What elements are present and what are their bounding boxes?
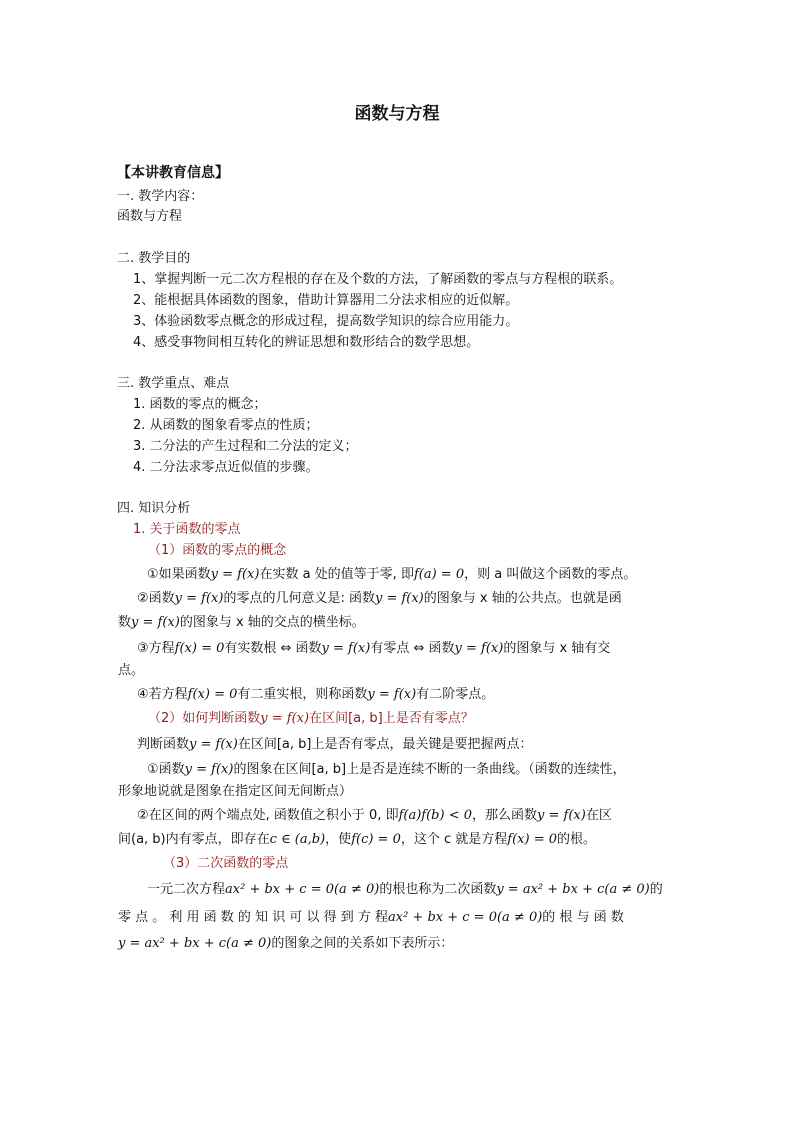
keypoint-item: 1. 函数的零点的概念； <box>133 397 267 412</box>
paragraph-line: ③方程f(x) = 0有实数根 ⇔ 函数y = f(x)有零点 ⇔ 函数y = f(x)的图象与 x 轴有交 <box>137 641 611 656</box>
paragraph-line: 一元二次方程ax² + bx + c = 0(a ≠ 0)的根也称为二次函数y = ax² + bx + c(a ≠ 0)的 <box>147 882 663 897</box>
paragraph-line: 数y = f(x)的图象与 x 轴的交点的横坐标。 <box>118 615 365 630</box>
math-formula: f(a)f(b) < 0 <box>398 808 473 823</box>
paragraph-line: 点。 <box>118 663 145 678</box>
goal-item: 1、掌握判断一元二次方程根的存在及个数的方法，了解函数的零点与方程根的联系。 <box>133 272 623 287</box>
paragraph-line: ①如果函数y = f(x)在实数 a 处的值等于零, 即f(a) = 0，则 a 叫做这个函数的零点。 <box>147 567 637 582</box>
math-formula: f(a) = 0 <box>413 567 465 582</box>
paragraph-line: ②函数y = f(x)的零点的几何意义是: 函数y = f(x)的图象与 x 轴的公共点。也就是函 <box>137 591 622 606</box>
math-formula: f(x) = 0 <box>187 687 238 702</box>
paragraph-line: y = ax² + bx + c(a ≠ 0)的图象之间的关系如下表所示： <box>118 936 454 951</box>
paragraph-line: 形象地说就是图象在指定区间无间断点） <box>118 784 353 799</box>
math-formula: f(x) = 0 <box>507 832 557 847</box>
math-formula: f(c) = 0 <box>351 832 401 847</box>
math-formula: y = ax² + bx + c(a ≠ 0) <box>496 882 650 897</box>
math-formula: y = f(x) <box>189 737 238 752</box>
keypoint-item: 4. 二分法求零点近似值的步骤。 <box>133 460 319 475</box>
subsection-heading: 1. 关于函数的零点 <box>133 522 241 537</box>
paragraph-line: 间(a, b)内有零点，即存在c ∈ (a,b)，使f(c) = 0，这个 c 就是方程f(x) = 0的根。 <box>118 832 597 847</box>
math-formula: c ∈ (a,b) <box>269 832 326 847</box>
paragraph-line: 判断函数y = f(x)在区间[a, b]上是否有零点，最关键是要把握两点： <box>137 737 533 752</box>
math-formula: y = f(x) <box>260 711 310 726</box>
math-formula: ax² + bx + c = 0(a ≠ 0) <box>388 910 543 925</box>
sec3-heading: 三. 教学重点、难点 <box>117 376 230 391</box>
goal-item: 4、感受事物间相互转化的辨证思想和数形结合的数学思想。 <box>133 335 480 350</box>
paragraph-line: ④若方程f(x) = 0有二重实根，则称函数y = f(x)有二阶零点。 <box>137 687 495 702</box>
paragraph-line: ②在区间的两个端点处, 函数值之积小于 0, 即f(a)f(b) < 0，那么函数y = f(x)在区 <box>137 808 612 823</box>
math-formula: y = ax² + bx + c(a ≠ 0) <box>118 936 272 951</box>
math-formula: y = f(x) <box>537 808 586 823</box>
math-formula: y = f(x) <box>321 641 371 656</box>
goal-item: 2、能根据具体函数的图象，借助计算器用二分法求相应的近似解。 <box>133 293 519 308</box>
math-formula: f(x) = 0 <box>174 641 225 656</box>
math-formula: y = f(x) <box>374 591 424 606</box>
sec1-body: 函数与方程 <box>117 209 183 224</box>
keypoint-item: 3. 二分法的产生过程和二分法的定义； <box>133 439 358 454</box>
math-formula: y = f(x) <box>131 615 180 630</box>
math-formula: y = f(x) <box>174 591 224 606</box>
math-formula: y = f(x) <box>184 762 234 777</box>
math-formula: y = f(x) <box>210 567 260 582</box>
subsection-heading: （2）如何判断函数y = f(x)在区间[a, b]上是否有零点？ <box>148 711 474 726</box>
sec1-heading: 一. 教学内容： <box>117 189 204 204</box>
math-formula: ax² + bx + c = 0(a ≠ 0) <box>225 882 380 897</box>
goal-item: 3、体验函数零点概念的形成过程，提高数学知识的综合应用能力。 <box>133 314 519 329</box>
page-title: 函数与方程 <box>354 104 440 124</box>
sec4-heading: 四. 知识分析 <box>117 501 191 516</box>
math-formula: y = f(x) <box>454 641 504 656</box>
subsection-heading: （1）函数的零点的概念 <box>148 543 287 558</box>
math-formula: y = f(x) <box>367 687 417 702</box>
paragraph-line: ①函数y = f(x)的图象在区间[a, b]上是否是连续不断的一条曲线。（函数的连续性， <box>147 762 626 777</box>
paragraph-line: 零 点 。 利 用 函 数 的 知 识 可 以 得 到 方 程ax² + bx + c = 0(a ≠ 0)的 根 与 函 数 <box>118 910 624 925</box>
keypoint-item: 2. 从函数的图象看零点的性质； <box>133 418 319 433</box>
info-header: 【本讲教育信息】 <box>117 165 229 181</box>
subsection-heading: （3）二次函数的零点 <box>163 856 289 871</box>
sec2-heading: 二. 教学目的 <box>117 251 191 266</box>
